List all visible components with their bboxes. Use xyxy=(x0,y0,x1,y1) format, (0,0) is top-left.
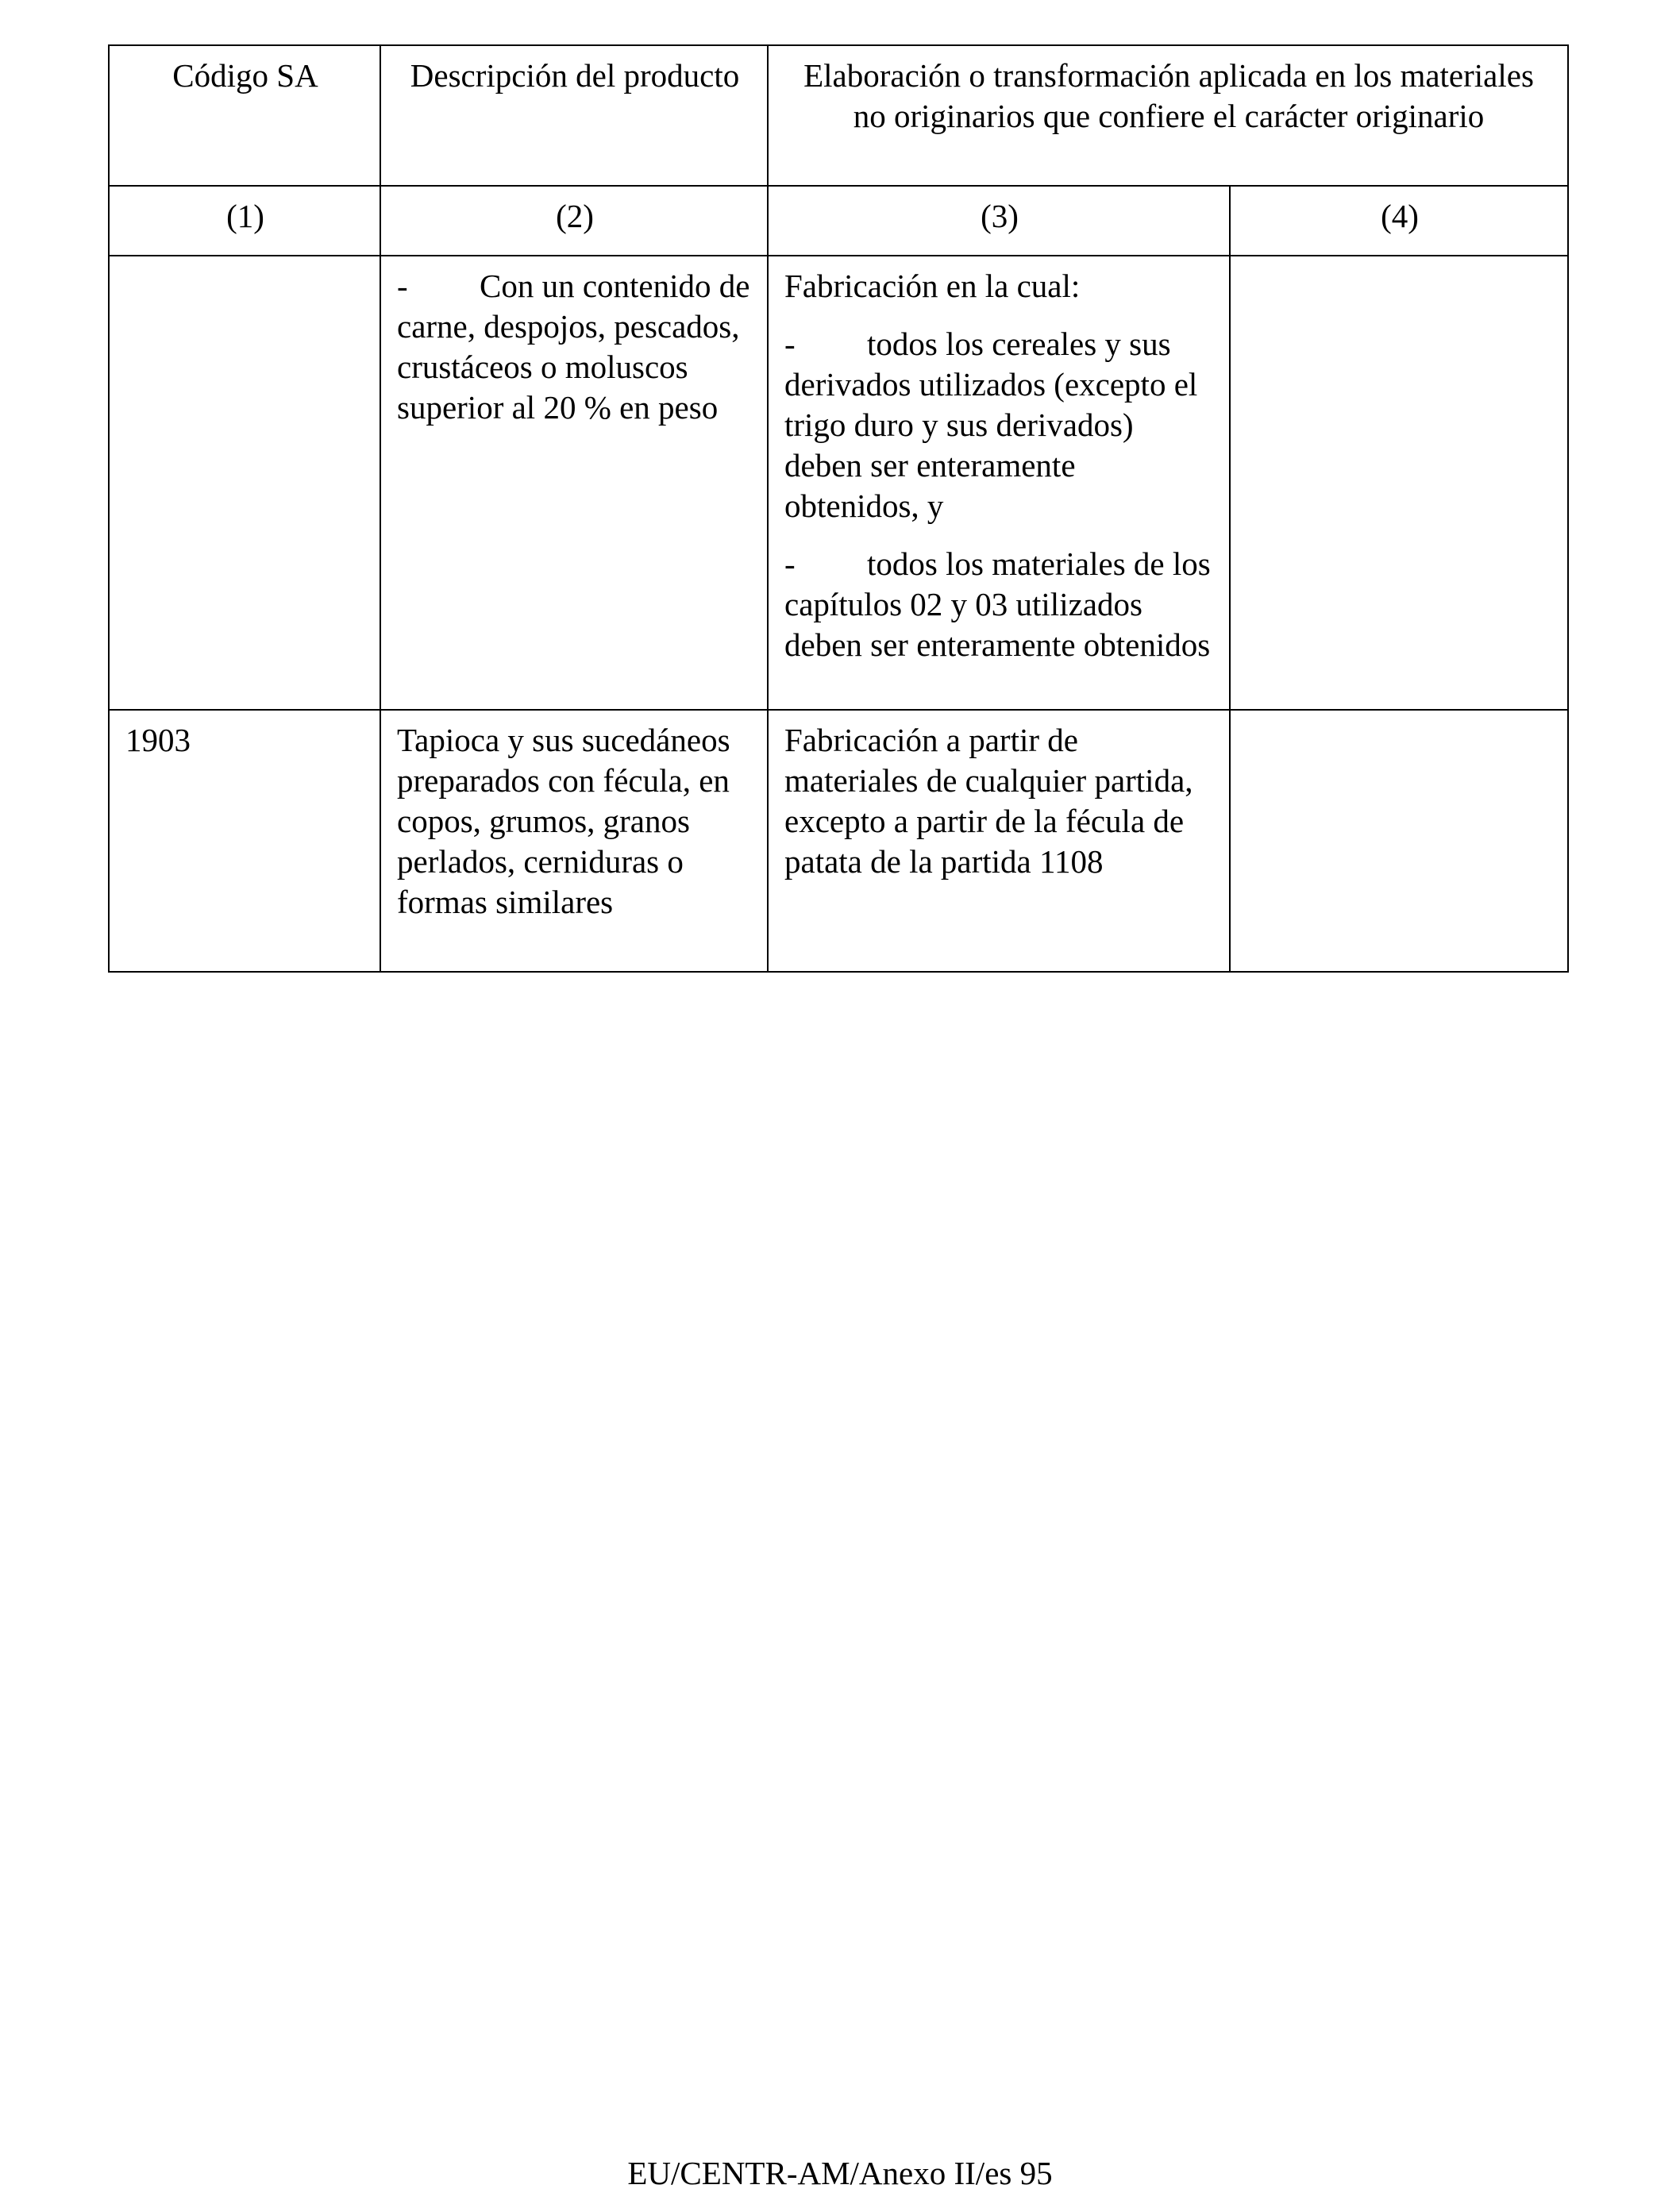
cell-description xyxy=(380,256,768,710)
header-working: Elaboración o transformación aplicada en los materiales no originarios que confiere el carácter originario xyxy=(768,45,1568,186)
cell-column-4 xyxy=(1230,256,1568,710)
cell-working xyxy=(768,256,1230,710)
column-number-4: (4) xyxy=(1230,186,1568,256)
working-item xyxy=(784,544,1215,665)
header-code: Código SA xyxy=(109,45,380,186)
page-footer-reference: EU/CENTR-AM/Anexo II/es 95 xyxy=(627,2155,1053,2191)
column-number-2: (2) xyxy=(380,186,768,256)
list-dash: - xyxy=(784,545,796,582)
working-item-text: todos los cereales y sus derivados utilizados (excepto el trigo duro y sus derivados) deben ser enteramente obtenidos, y xyxy=(784,326,1198,524)
table-header-row xyxy=(109,45,1568,186)
cell-column-4 xyxy=(1230,710,1568,972)
description-item xyxy=(397,266,753,428)
table-row xyxy=(109,710,1568,972)
column-number-3: (3) xyxy=(768,186,1230,256)
rules-of-origin-table xyxy=(108,44,1569,973)
header-description: Descripción del producto xyxy=(380,45,768,186)
cell-working: Fabricación a partir de materiales de cualquier partida, excepto a partir de la fécula de patata de la partida 1108 xyxy=(768,710,1230,972)
working-item-text: todos los materiales de los capítulos 02 y 03 utilizados deben ser enteramente obtenidos xyxy=(784,545,1211,663)
column-number-1: (1) xyxy=(109,186,380,256)
working-intro: Fabricación en la cual: xyxy=(784,268,1081,304)
list-dash: - xyxy=(397,268,408,304)
cell-description: Tapioca y sus sucedáneos preparados con fécula, en copos, grumos, granos perlados, cerniduras o formas similares xyxy=(380,710,768,972)
working-item xyxy=(784,324,1215,526)
column-number-row xyxy=(109,186,1568,256)
description-text: Con un contenido de carne, despojos, pescados, crustáceos o moluscos superior al 20 % en peso xyxy=(397,268,750,426)
cell-code: 1903 xyxy=(109,710,380,972)
list-dash: - xyxy=(784,326,796,362)
table-row xyxy=(109,256,1568,710)
cell-code xyxy=(109,256,380,710)
